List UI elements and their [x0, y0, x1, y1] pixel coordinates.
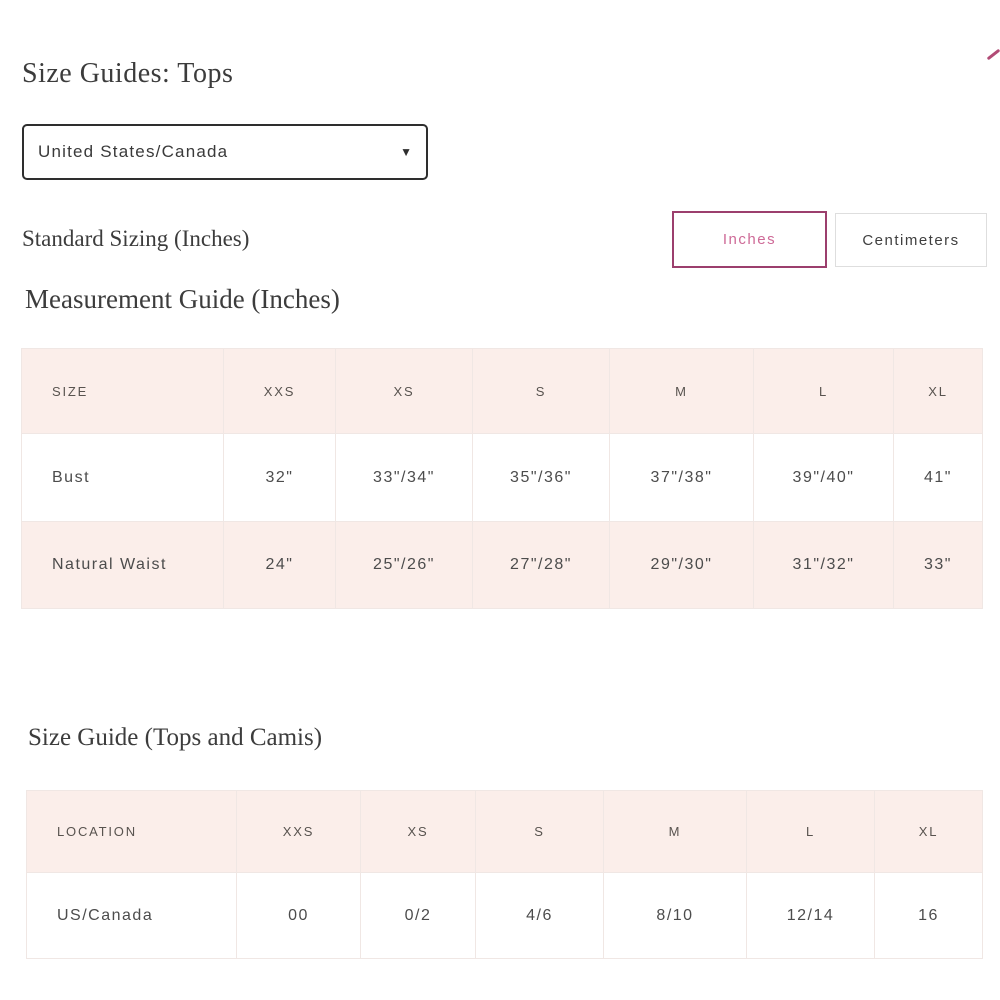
table-cell: 4/6: [476, 873, 604, 959]
table-cell: 32": [224, 434, 336, 522]
table-row: [22, 522, 983, 609]
page-title: Size Guides: Tops: [22, 58, 234, 89]
column-header: SIZE: [22, 349, 224, 434]
table-cell: 33": [894, 522, 983, 609]
table-cell: 0/2: [361, 873, 476, 959]
column-header: M: [610, 349, 754, 434]
table-cell: 00: [237, 873, 361, 959]
table-cell: 12/14: [747, 873, 875, 959]
column-header: XS: [361, 791, 476, 873]
table-cell: 24": [224, 522, 336, 609]
measurement-guide-table: [21, 348, 983, 609]
column-header: XL: [894, 349, 983, 434]
column-header: L: [747, 791, 875, 873]
table-header-row: [27, 791, 983, 873]
table-cell: 33"/34": [336, 434, 473, 522]
standard-sizing-label: Standard Sizing (Inches): [22, 226, 250, 251]
table-cell: 35"/36": [473, 434, 610, 522]
column-header: XL: [875, 791, 983, 873]
column-header: XS: [336, 349, 473, 434]
country-select-value: United States/Canada: [38, 142, 229, 161]
column-header: XXS: [237, 791, 361, 873]
size-guide-heading: Size Guide (Tops and Camis): [28, 724, 323, 751]
chevron-down-icon: ▼: [400, 145, 412, 159]
table-row: [27, 873, 983, 959]
table-cell: 31"/32": [754, 522, 894, 609]
table-cell: 27"/28": [473, 522, 610, 609]
country-select[interactable]: [22, 124, 428, 180]
table-cell: 16: [875, 873, 983, 959]
clipped-edge-mark: [987, 49, 1000, 61]
column-header: M: [604, 791, 747, 873]
table-cell: 25"/26": [336, 522, 473, 609]
size-guide-table: [26, 790, 983, 959]
table-cell: 41": [894, 434, 983, 522]
column-header: LOCATION: [27, 791, 237, 873]
column-header: L: [754, 349, 894, 434]
table-cell: 37"/38": [610, 434, 754, 522]
table-cell: 8/10: [604, 873, 747, 959]
row-label: Bust: [22, 434, 224, 522]
column-header: S: [473, 349, 610, 434]
table-row: [22, 434, 983, 522]
centimeters-button[interactable]: Centimeters: [835, 213, 987, 267]
column-header: S: [476, 791, 604, 873]
column-header: XXS: [224, 349, 336, 434]
table-cell: 39"/40": [754, 434, 894, 522]
table-cell: 29"/30": [610, 522, 754, 609]
table-header-row: [22, 349, 983, 434]
row-label: Natural Waist: [22, 522, 224, 609]
inches-button[interactable]: Inches: [672, 211, 827, 268]
measurement-guide-heading: Measurement Guide (Inches): [25, 284, 340, 314]
row-label: US/Canada: [27, 873, 237, 959]
